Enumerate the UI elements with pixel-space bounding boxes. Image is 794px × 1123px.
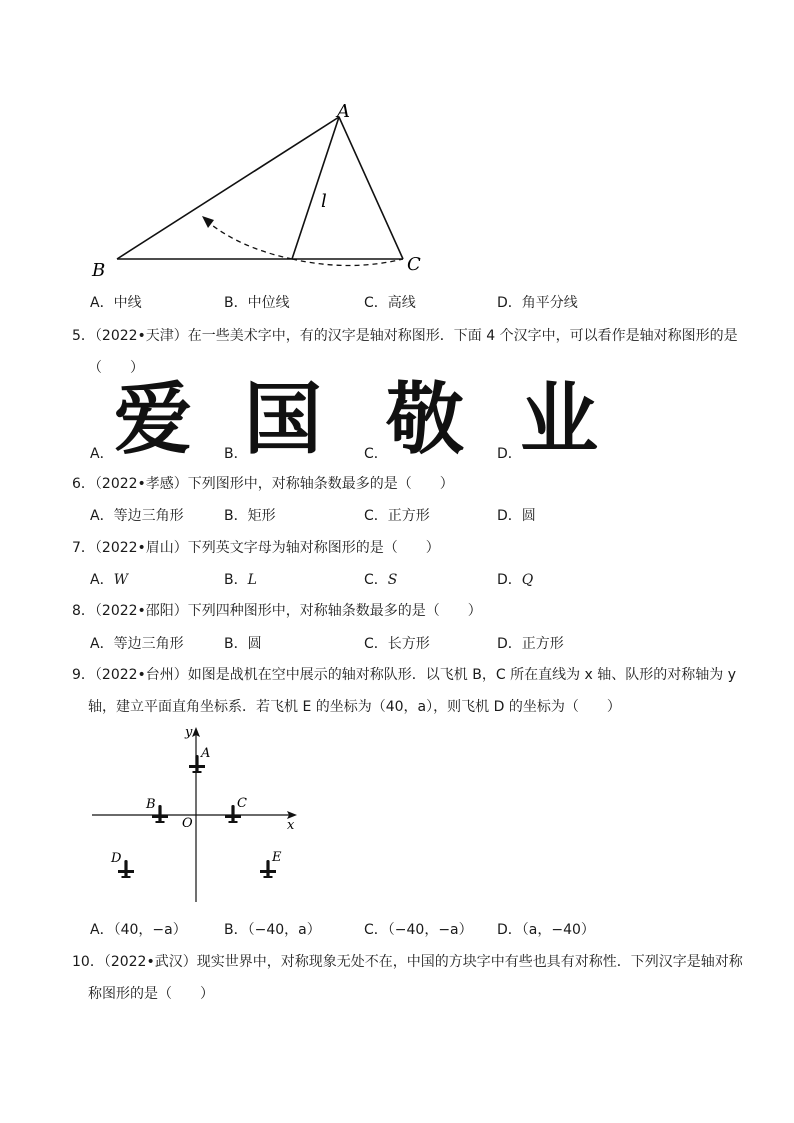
label-l: l bbox=[321, 191, 327, 212]
q8-stem: 8．（2022•邵阳）下列四种图形中，对称轴条数最多的是（ ） bbox=[72, 603, 482, 619]
label-b: B bbox=[92, 260, 106, 281]
q7-option-b[interactable] bbox=[224, 569, 257, 589]
q9-option-c[interactable]: C．（−40，−a） bbox=[364, 922, 473, 938]
coordinate-figure bbox=[88, 720, 308, 906]
q9-option-d[interactable]: D．（a，−40） bbox=[497, 922, 595, 938]
triangle-figure bbox=[80, 95, 440, 285]
q10-stem-line2: 称图形的是（ ） bbox=[88, 986, 214, 1002]
fold-arc-lower bbox=[292, 259, 403, 266]
q4-option-a[interactable]: A．中线 bbox=[90, 295, 142, 311]
q7-value-l: L bbox=[247, 572, 257, 588]
q9-stem-line2: 轴，建立平面直角坐标系．若飞机 E 的坐标为（40，a），则飞机 D 的坐标为（ ） bbox=[88, 699, 621, 715]
x-axis-label: x bbox=[287, 818, 295, 833]
q7-stem: 7．（2022•眉山）下列英文字母为轴对称图形的是（ ） bbox=[72, 540, 440, 556]
q7-value-w: W bbox=[113, 572, 128, 588]
q5-char-ye: 业 bbox=[520, 375, 599, 465]
q7-value-s: S bbox=[387, 572, 398, 588]
origin-label: O bbox=[182, 816, 193, 831]
q7-letter-c: C． bbox=[364, 572, 388, 588]
q7-value-q: Q bbox=[521, 572, 534, 588]
q4-option-c[interactable]: C．高线 bbox=[364, 295, 416, 311]
q6-stem: 6．（2022•孝感）下列图形中，对称轴条数最多的是（ ） bbox=[72, 476, 454, 492]
q6-option-a[interactable]: A．等边三角形 bbox=[90, 508, 184, 524]
y-axis-label: y bbox=[185, 725, 193, 740]
q7-letter-b: B． bbox=[224, 572, 248, 588]
q7-letter-a: A． bbox=[90, 572, 114, 588]
q5-stem-line2: （ ） bbox=[88, 360, 144, 376]
plane-d-label: D bbox=[111, 851, 122, 866]
q5-option-d-letter[interactable]: D． bbox=[497, 446, 522, 462]
q10-stem-line1: 10．（2022•武汉）现实世界中，对称现象无处不在，中国的方块字中有些也具有对称性．下列汉字是轴对称 bbox=[72, 954, 743, 970]
q5-stem-line1: 5．（2022•天津）在一些美术字中，有的汉字是轴对称图形．下面 4 个汉字中，可以看作是轴对称图形的是 bbox=[72, 328, 738, 344]
q4-option-b[interactable]: B．中位线 bbox=[224, 295, 290, 311]
q6-option-d[interactable]: D．圆 bbox=[497, 508, 536, 524]
q8-option-a[interactable]: A．等边三角形 bbox=[90, 636, 184, 652]
fold-arc-upper bbox=[208, 222, 292, 259]
q9-option-b[interactable]: B．（−40，a） bbox=[224, 922, 321, 938]
q7-option-a[interactable] bbox=[90, 569, 128, 589]
q7-letter-d: D． bbox=[497, 572, 522, 588]
label-a: A bbox=[337, 101, 350, 122]
q9-stem-line1: 9．（2022•台州）如图是战机在空中展示的轴对称队形．以飞机 B，C 所在直线为 x 轴、队形的对称轴为 y bbox=[72, 667, 736, 683]
q7-option-c[interactable] bbox=[364, 569, 397, 589]
side-ab bbox=[117, 117, 339, 259]
q5-option-c-letter[interactable]: C． bbox=[364, 446, 388, 462]
q6-option-c[interactable]: C．正方形 bbox=[364, 508, 430, 524]
plane-e-label: E bbox=[272, 850, 282, 865]
q9-option-a[interactable]: A．（40，−a） bbox=[90, 922, 187, 938]
plane-a-label: A bbox=[201, 746, 211, 761]
q8-option-d[interactable]: D．正方形 bbox=[497, 636, 564, 652]
q8-option-b[interactable]: B．圆 bbox=[224, 636, 262, 652]
fold-arrow-head bbox=[202, 216, 214, 228]
plane-b-label: B bbox=[146, 797, 156, 812]
q7-option-d[interactable] bbox=[497, 569, 533, 589]
q5-char-guo: 国 bbox=[244, 375, 323, 465]
side-ac bbox=[339, 117, 403, 259]
q5-option-b-letter[interactable]: B． bbox=[224, 446, 248, 462]
plane-c-label: C bbox=[237, 796, 247, 811]
label-c: C bbox=[407, 254, 421, 275]
q5-char-ai: 爱 bbox=[114, 375, 193, 465]
q6-option-b[interactable]: B．矩形 bbox=[224, 508, 276, 524]
q8-option-c[interactable]: C．长方形 bbox=[364, 636, 430, 652]
q4-option-d[interactable]: D．角平分线 bbox=[497, 295, 578, 311]
q5-char-jing: 敬 bbox=[386, 375, 465, 465]
q5-option-a-letter[interactable]: A． bbox=[90, 446, 114, 462]
line-l bbox=[292, 117, 339, 259]
